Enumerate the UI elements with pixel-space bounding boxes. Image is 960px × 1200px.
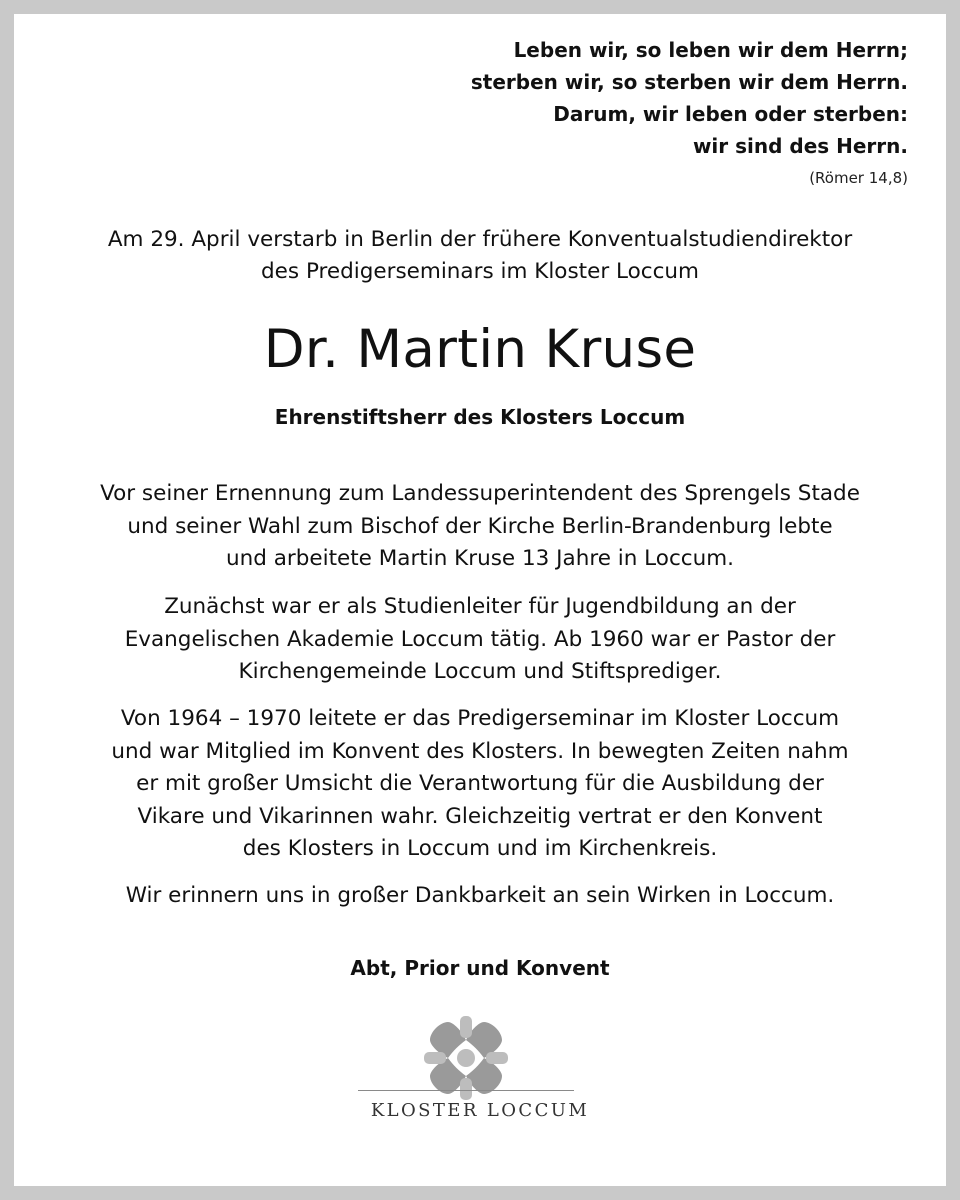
- bible-verse: [471, 34, 908, 194]
- paragraph-line: Vikare und Vikarinnen wahr. Gleichzeitig vertrat er den Konvent: [137, 803, 823, 829]
- paragraph-line: Kirchengemeinde Loccum und Stiftsprediger.: [238, 659, 722, 684]
- verse-line: Darum, wir leben oder sterben:: [553, 102, 908, 126]
- verse-line: wir sind des Herrn.: [692, 134, 908, 158]
- verse-reference: (Römer 14,8): [809, 169, 908, 187]
- verse-line: sterben wir, so sterben wir dem Herrn.: [470, 70, 908, 94]
- paragraph-line: und seiner Wahl zum Bischof der Kirche Berlin-Brandenburg lebte: [127, 513, 833, 539]
- paragraph-line: des Klosters in Loccum und im Kirchenkreis.: [242, 836, 718, 861]
- paragraph-line: Vor seiner Ernennung zum Landessuperintendent des Sprengels Stade: [100, 481, 860, 506]
- signature: Abt, Prior und Konvent: [350, 956, 610, 980]
- paragraph-line: Evangelischen Akademie Loccum tätig. Ab 1960 war er Pastor der: [124, 626, 836, 652]
- biography-paragraph: [0, 591, 960, 689]
- intro-text: [0, 224, 960, 288]
- paragraph-line: und arbeitete Martin Kruse 13 Jahre in Loccum.: [225, 546, 734, 571]
- paragraph-line: und war Mitglied im Konvent des Klosters. In bewegten Zeiten nahm: [111, 738, 849, 764]
- logo-divider: [358, 1090, 574, 1091]
- paragraph-line: Wir erinnern uns in großer Dankbarkeit an sein Wirken in Loccum.: [125, 883, 835, 908]
- intro-line: Am 29. April verstarb in Berlin der frühere Konventualstudiendirektor: [107, 227, 853, 252]
- closing-paragraph: [0, 880, 960, 913]
- biography-paragraph: [0, 703, 960, 866]
- logo-wordmark: KLOSTER LOCCUM: [370, 1100, 590, 1121]
- biography-paragraph: [0, 478, 960, 576]
- deceased-name: Dr. Martin Kruse: [263, 319, 697, 380]
- cross-emblem-icon: [416, 1008, 516, 1108]
- paragraph-line: er mit großer Umsicht die Verantwortung für die Ausbildung der: [136, 771, 824, 796]
- honorary-title: Ehrenstiftsherr des Klosters Loccum: [274, 405, 686, 429]
- paragraph-line: Zunächst war er als Studienleiter für Jugendbildung an der: [164, 594, 796, 619]
- intro-line: des Predigerseminars im Kloster Loccum: [261, 259, 699, 284]
- verse-line: Leben wir, so leben wir dem Herrn;: [513, 38, 908, 62]
- paragraph-line: Von 1964 – 1970 leitete er das Predigerseminar im Kloster Loccum: [120, 706, 840, 731]
